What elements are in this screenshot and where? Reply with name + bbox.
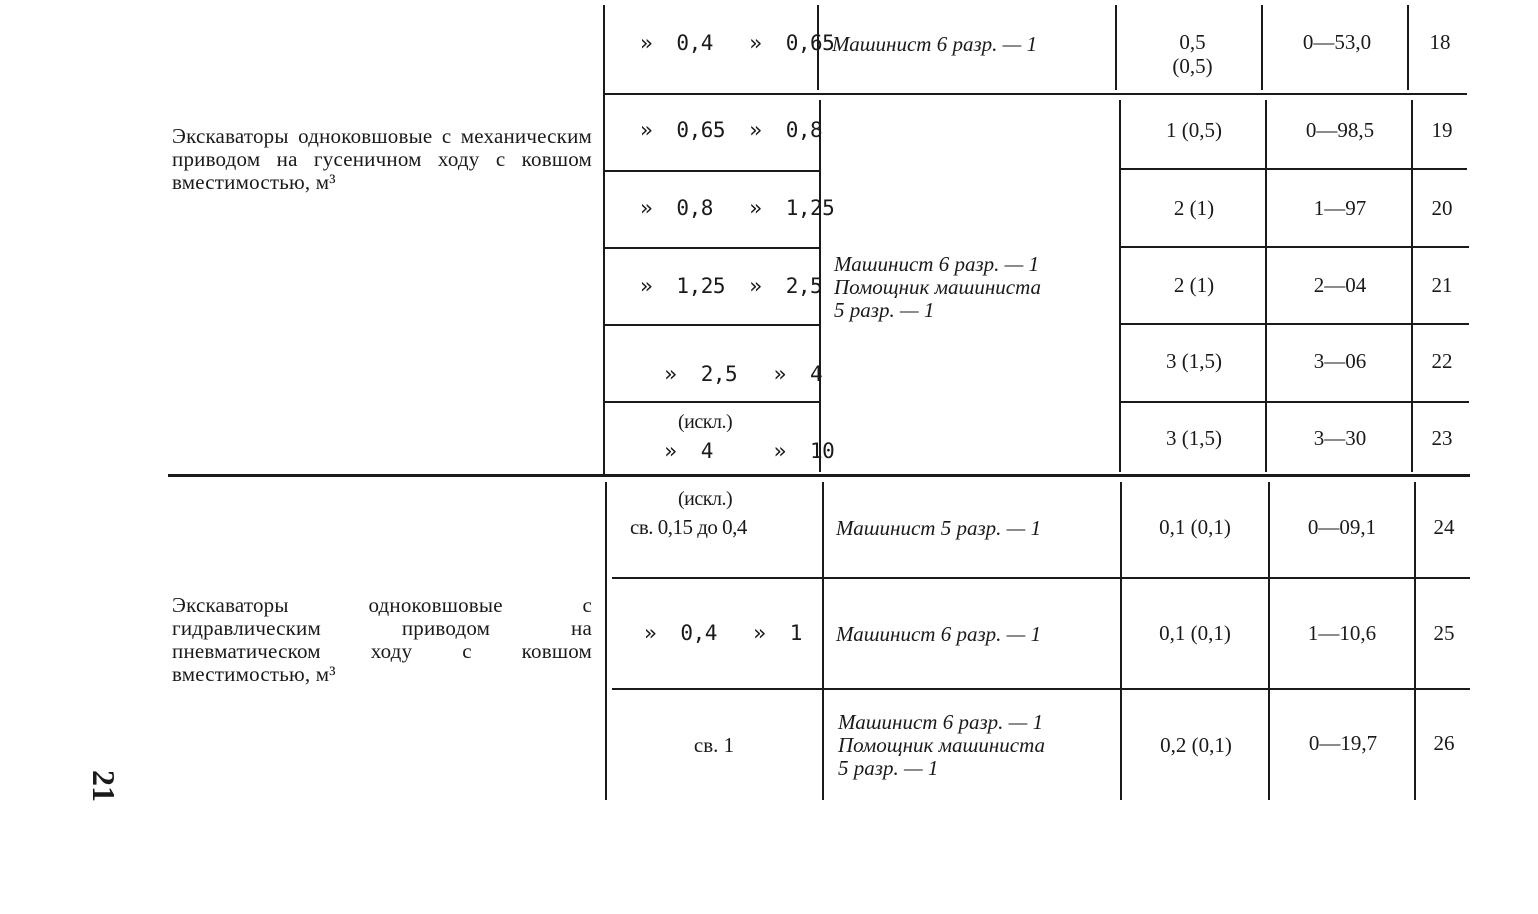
table-row-18-number: 18 (1429, 30, 1451, 54)
table-row-23-number: 23 (1431, 426, 1453, 450)
table-row-19-number: 19 (1431, 118, 1453, 142)
table-row-23-col4: 3 (1,5) (1166, 426, 1222, 450)
rule-row-20-bottom-b (1121, 246, 1469, 248)
table-row-26-crew: Машинист 6 разр. — 1 Помощник машиниста 5 разр. — 1 (838, 710, 1046, 780)
table-row-26-col5: 0—19,7 (1308, 731, 1378, 755)
table-row-21-col5: 2—04 (1313, 273, 1367, 297)
table-row-25-crew: Машинист 6 разр. — 1 (836, 622, 1042, 646)
table-row-26-size: св. 1 (693, 733, 735, 757)
table-row-19-size: » 0,65 » 0,8 (640, 118, 823, 142)
table-row-25-col5: 1—10,6 (1307, 621, 1377, 645)
table-row-24-col5: 0—09,1 (1307, 515, 1377, 539)
table-row-22-col5: 3—06 (1313, 349, 1367, 373)
table-row-19-col5: 0—98,5 (1305, 118, 1375, 142)
table-row-23-size-note: (искл.) (678, 488, 733, 510)
rule-col3-left (1115, 5, 1117, 90)
table-row-21-col4: 2 (1) (1173, 273, 1215, 297)
table-row-24-number: 24 (1433, 515, 1455, 539)
rule-col1-left (603, 5, 605, 475)
table-row-21-size: » 1,25 » 2,5 (640, 274, 823, 298)
rule-row-25-bottom (612, 688, 1470, 690)
page-number: 21 (86, 770, 122, 802)
merged-crew-cell: Машинист 6 разр. — 1 Помощник машиниста 5 разр. — 1 (834, 252, 1042, 322)
rule-row-21-bottom-b (1121, 323, 1469, 325)
table-row-24-size: св. 0,15 до 0,4 (630, 515, 747, 539)
group-description-hydraulic: Экскаваторы одноковшовые с гидравлическим приводом на пневматическом ходу с ковшом вместимостью, м³ (172, 593, 592, 686)
table-row-25-col4: 0,1 (0,1) (1159, 621, 1231, 645)
table-row-20-size: » 0,8 » 1,25 (640, 196, 835, 220)
table-row-26-col4: 0,2 (0,1) (1160, 733, 1232, 757)
table-row-25-number: 25 (1433, 621, 1455, 645)
rule-row-18-bottom (603, 93, 1467, 95)
rule-row-20-bottom-a (605, 247, 819, 249)
table-row-22-size-note: (искл.) (678, 411, 733, 433)
table-row-19-col4: 1 (0,5) (1166, 118, 1222, 142)
table-row-18-col4: 0,5 (0,5) (1172, 30, 1213, 78)
rule-row-24-bottom (612, 577, 1470, 579)
table-row-24-col4: 0,1 (0,1) (1159, 515, 1231, 539)
table-row-18-crew: Машинист 6 разр. — 1 (832, 32, 1038, 56)
rule-row-22-bottom-b (1121, 401, 1469, 403)
table-row-20-number: 20 (1431, 196, 1453, 220)
rule-row-21-bottom-a (605, 324, 819, 326)
table-row-18-col5: 0—53,0 (1302, 30, 1372, 54)
table-row-23-col5: 3—30 (1313, 426, 1367, 450)
table-row-21-number: 21 (1431, 273, 1453, 297)
group-description-mechanical: Экскаваторы одноковшовые с механическим приводом на гусеничном ходу с ковшом вместимостью, м³ (172, 124, 592, 194)
table-row-22-size-range: » 2,5 » 4 (664, 362, 823, 386)
table-row-22-col4: 3 (1,5) (1166, 349, 1222, 373)
table-row-24-crew: Машинист 5 разр. — 1 (836, 516, 1042, 540)
table-row-20-col4: 2 (1) (1173, 196, 1215, 220)
table-row-26-number: 26 (1433, 731, 1455, 755)
table-row-23-size-range: » 4 » 10 (664, 439, 835, 463)
table-row-22-number: 22 (1431, 349, 1453, 373)
table-row-25-size: » 0,4 » 1 (644, 621, 802, 645)
table-row-20-col5: 1—97 (1313, 196, 1367, 220)
table-row-18-size: » 0,4 » 0,65 (640, 31, 835, 55)
rule-row-19-bottom-b (1121, 168, 1467, 170)
rule-row-19-bottom-a (605, 170, 819, 172)
